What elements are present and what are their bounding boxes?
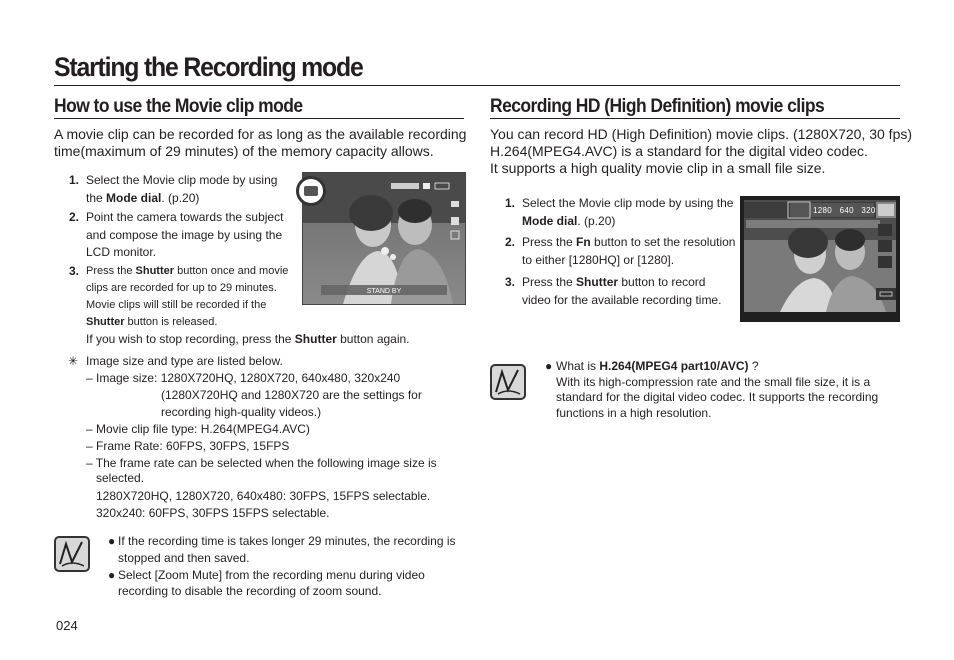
lcd-preview-movie-mode xyxy=(302,172,466,305)
title-rule xyxy=(54,85,900,86)
left-intro: A movie clip can be recorded for as long as the available recording time(maximum of 29 minutes) of the memory capacity allows. xyxy=(54,126,467,159)
page-title: Starting the Recording mode xyxy=(54,52,363,82)
lcd-preview-hd-resolution xyxy=(740,196,900,322)
note-pencil-icon xyxy=(54,536,90,572)
page-number: 024 xyxy=(56,618,78,633)
left-note: ● If the recording time is takes longer 29 minutes, the recording is stopped and then saved. ● Select [Zoom Mute] from the recording menu during video recording to disable the recording of zoom sound. xyxy=(108,534,456,598)
movie-mode-icon xyxy=(296,176,326,206)
image-size-info: Image size and type are listed below. – Image size: 1280X720HQ, 1280X720, 640x480, 320x240 (1280X720HQ and 1280X720 are the settings for recording high-quality videos.) – Movie clip file type: H.264(MPEG4.AVC) – Frame Rate: 60FPS, 30FPS, 15FPS – The frame rate can be selected when the following image size is selected. 1280X720HQ, 1280X720, 640x480: 30FPS, 15FPS selectable. 320x240: 60FPS, 30FPS 15FPS selectable. xyxy=(86,354,437,520)
right-step-1: 1. Select the Movie clip mode by using the Mode dial. (p.20) xyxy=(505,196,734,228)
right-heading-rule xyxy=(490,118,900,119)
left-heading: How to use the Movie clip mode xyxy=(54,96,303,117)
lcd-status-text: STAND BY xyxy=(366,288,402,295)
right-step-3: 3. Press the Shutter button to record video for the available recording time. xyxy=(505,275,722,307)
right-heading: Recording HD (High Definition) movie clips xyxy=(490,96,825,117)
right-step-2: 2. Press the Fn button to set the resolution to either [1280HQ] or [1280]. xyxy=(505,235,736,267)
left-step-3: 3. Press the Shutter button once and movie clips are recorded for up to 29 minutes. Movie clips will still be recorded if the Shutter button is released. If you wish to stop recording, press the Shutter button again. xyxy=(69,264,410,346)
lcd-resolution-options: 1280 640 320 xyxy=(813,206,876,215)
left-step-1: 1. Select the Movie clip mode by using the Mode dial. (p.20) xyxy=(69,173,278,205)
left-heading-rule xyxy=(54,118,464,119)
note-pencil-icon-right xyxy=(490,364,526,400)
right-intro: You can record HD (High Definition) movie clips. (1280X720, 30 fps) H.264(MPEG4.AVC) is a standard for the digital video codec. It supports a high quality movie clip in a small file size. xyxy=(490,126,913,176)
right-note: ● What is H.264(MPEG4 part10/AVC) ? With its high-compression rate and the small file size, it is a standard for the digital video codec. It supports the recording functions in a high resolution. xyxy=(545,359,879,420)
info-star: ✳ xyxy=(68,354,79,368)
left-step-2: 2. Point the camera towards the subject and compose the image by using the LCD monitor. xyxy=(69,210,284,259)
couple-photo xyxy=(303,173,465,304)
